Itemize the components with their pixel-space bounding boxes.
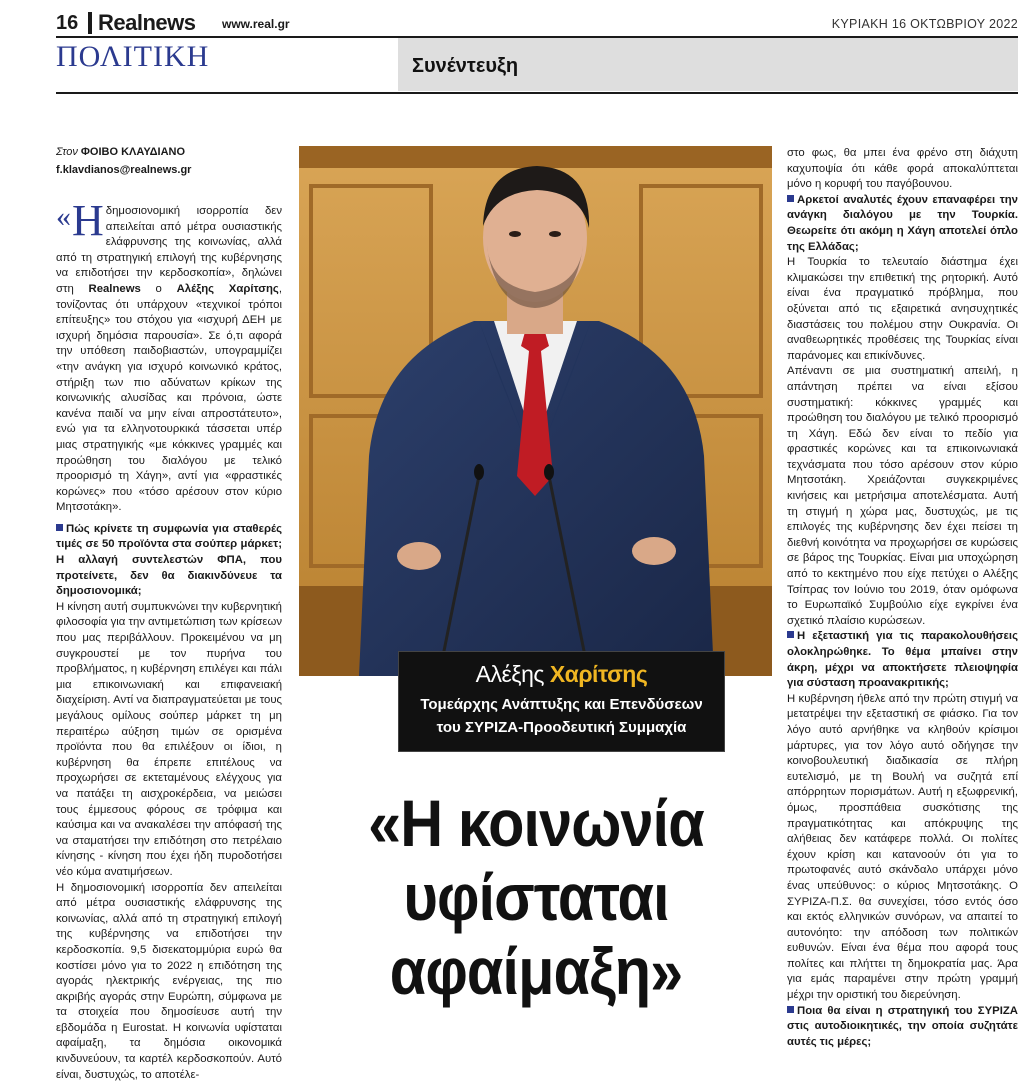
headline-line-1: «Η κοινωνία [368,786,704,860]
portrait-photo [299,146,772,676]
article-column-left [56,196,282,1083]
question-2-text: Αρκετοί αναλυτές έχουν επαναφέρει την ανάγκη διαλόγου με την Τουρκία. Θεωρείτε ότι ακόμη η Χάγη αποτελεί όπλο της Ελλάδας; [787,193,1018,253]
author-email: f.klavdianos@realnews.gr [56,164,192,176]
question-marker-icon [787,195,794,202]
question-4-text: Ποια θα είναι η στρατηγική του ΣΥΡΙΖΑ στις αυτοδιοικητικές, την οποία συζητάτε αυτές τις μέρες; [787,1004,1018,1048]
article-column-right [787,146,1018,1050]
question-marker-icon [787,1006,794,1013]
headline-line-2: υφίσταται [403,860,669,934]
answer-0: στο φως, θα μπει ένα φρένο στη διάχυτη καχυποψία ότι κάθε φορά αποκαλύπτεται μόνο η κορυφή του παγόβουνου. [787,147,1018,191]
answer-1b: Η δημοσιονομική ισορροπία δεν απειλείται από μέτρα ουσιαστικής ελάφρυνσης της κοινωνίας, αλλά από τη στρατηγική επιλογή της κυβέρνησης να επιδοτήσει την κερδοσκοπία. 9,5 δισεκατομμύρια ευρώ θα κοστίσει μόνο για το 2022 η επιδότηση της αγοράς ηλεκτρικής ενέργειας, της πιο ακριβής αγοράς στην Ευρώπη, σύμφωνα με τα στοιχεία που δημοσίευσε αυτή την εβδομάδα η Eurostat. Η κοινωνία υφίσταται αφαίμαξη, τα δημόσια οικονομικά κινδυνεύουν, τα καρτέλ κερδοσκοπούν. Αυτό είναι, δυστυχώς, το αποτέλε- [56,881,282,1081]
answer-2b: Απέναντι σε μια συστηματική απειλή, η απάντηση πρέπει να είναι εξίσου συστηματική: κόκκινες γραμμές και προώθηση του διαλόγου με τελικό προορισμό τη Χάγη. Εδώ δεν είναι το πεδίο για φραστικές κορώνες και τα επικοινωνιακά τεχνάσματα που τόσο αρέσουν στον κύριο Μητσοτάκη. Χρειάζονται συγκεκριμένες κινήσεις και μετρήσιμα αποτελέσματα. Αυτή τη στιγμή η χώρα μας, δυστυχώς, με τις επιλογές της κυβέρνησης δεν έχει πείσει τη διεθνή κοινότητα να προχωρήσει σε κυρώσεις σε βάρος της Τουρκίας. Είναι μια υποχώρηση από το κεκτημένο που είχε πετύχει ο Αλέξης Τσίπρας τον Ιούνιο του 2019, όταν ομόφωνα το Ευρωπαϊκό Συμβούλιο είχε εγκρίνει ένα σχετικό πλαίσιο κυρώσεων. [787,365,1018,627]
question-2 [787,193,1018,255]
answer-3: Η κυβέρνηση ήθελε από την πρώτη στιγμή να μετατρέψει την εξεταστική σε φιάσκο. Για τον λόγο αυτό αρνήθηκε να κληθούν κρίσιμοι μάρτυρες, για τον λόγο αυτό οδήγησε την κοινοβουλευτική διαδικασία σε πλήρη ευτελισμό, με τη Βουλή να συζητά επί απόρρητων πορισμάτων. Αυτή η εξωφρενική, όμως, προσπάθεια συσκότισης της πραγματικότητας και απόκρυψης της αλήθειας δεν κατάφερε πολλά. Οι πολίτες έχουν κρίση και κατανοούν ότι για το πρωτοφανές αυτό σκάνδαλο υπάρχει μόνο ένας υπεύθυνος: ο κύριος Μητσοτάκης. Ο ΣΥΡΙΖΑ-Π.Σ. θα συνεχίσει, τόσο εντός όσο και εκτός ελληνικών συνόρων, να απαιτεί το αυτονόητο: την απόδοση των πολιτικών ευθυνών. Είναι ένα θέμα που αφορά τους πολίτες και πλήττει τη δημοκρατία μας. Άρα για εμάς παραμένει στην πρώτη γραμμή μέχρι την οριστική του διερεύνηση. [787,692,1018,1002]
intro-text-2: ο [140,282,177,295]
caption-title-1: Τομεάρχης Ανάπτυξης και Επενδύσεων [420,696,703,713]
answer-2: Η Τουρκία το τελευταίο διάστημα έχει κλιμακώσει την επιθετική της ρητορική. Αυτό είναι ένα πραγματικό πρόβλημα, που οξύνεται από τις εξαιρετικά ανησυχητικές διαστάσεις του πολέμου στην Ουκρανία. Οι αναθεωρητικές προθέσεις της Τουρκίας είναι παράνομες και επικίνδυνες. [787,256,1018,362]
caption-name [399,661,724,687]
byline-prefix: Στον [56,146,78,158]
caption-last-name: Χαρίτσης [549,661,648,687]
byline [56,146,185,158]
photo-caption [398,651,725,752]
question-1-text: Πώς κρίνετε τη συμφωνία για σταθερές τιμές σε 50 προϊόντα στα σούπερ μάρκετ; Η αλλαγή συντελεστών ΦΠΑ, που προτείνετε, δεν θα διακινδύνευε τα δημοσιονομικά; [56,522,282,598]
section-rule [56,92,1018,94]
page-number: 16 [56,12,79,34]
subsection-title: Συνέντευξη [412,55,519,77]
intro-name: Αλέξης Χαρίτσης [176,282,279,295]
question-4 [787,1004,1018,1051]
question-1 [56,522,282,600]
open-quote: « [56,200,71,233]
question-marker-icon [56,524,63,531]
section-title: ΠΟΛΙΤΙΚΗ [56,40,210,73]
brand-logo: Realnews [98,10,196,35]
intro-brand: Realnews [88,282,141,295]
byline-author: ΦΟΙΒΟ ΚΛΑΥΔΙΑΝΟ [80,146,186,158]
question-marker-icon [787,631,794,638]
article-intro [56,196,282,516]
answer-1: Η κίνηση αυτή συμπυκνώνει την κυβερνητική φιλοσοφία για την αντιμετώπιση των κρίσεων που μας περιβάλλουν. Προκειμένου να μη συγκρουστεί με τον πυρήνα του προβλήματος, η κυβέρνηση επιλέγει και πάλι μια επικοινωνιακή και επιφανειακή διαχείριση. Αντί να διαπραγματεύεται με τους μεγάλους ομίλους σούπερ μάρκετ τη μη περαιτέρω αύξηση τιμών σε ορισμένα προϊόντα που θα επιλέξουν οι ίδιοι, η κυβέρνηση θα έπρεπε επιτέλους να προχωρήσει σε εκτεταμένους ελέγχους για να πατάξει τη αισχροκέρδεια, να μειώσει τους έμμεσους φόρους σε τρόφιμα και καύσιμα και να ανακαλέσει την απόφασή της να σταματήσει την επιδότηση στο πετρέλαιο κίνησης - κίνηση που έχει ήδη πυροδοτήσει νέο κύμα ανατιμήσεων. [56,600,282,878]
drop-cap: Η [72,196,104,245]
header-separator [88,12,92,34]
brand-url: www.real.gr [222,17,290,31]
intro-text: δημοσιονομική ισορροπία δεν απειλείται από μέτρα ουσιαστικής ελάφρυνσης της κοινωνίας, αλλά από τη στρατηγική επιλογή της κυβέρνησης να επιδοτήσει την κερδοσκοπία», δηλώνει στη [56,205,282,295]
portrait-illustration [299,146,772,676]
caption-first-name: Αλέξης [475,661,544,687]
caption-title-2: του ΣΥΡΙΖΑ-Προοδευτική Συμμαχία [436,719,687,736]
intro-text-3: , τονίζοντας ότι υπάρχουν «τεχνικοί τρόποι επίτευξης» του στόχου για «ισχυρή ΔΕΗ με ισχυρή δημόσια παρουσία». Σε ό,τι αφορά την υπόθεση παιδοβιαστών, υπογραμμίζει «την ανάγκη για ισχυρό κοινωνικό κράτος, στήριξη των πιο αδύνατων κρίκων της κοινωνικής αλυσίδας και πρόνοια, ώστε κανένα παιδί να μην είναι απροστάτευτο», ενώ για τα ελληνοτουρκικά τάσσεται υπέρ μιας στρατηγικής «με κόκκινες γραμμές και προώθηση του διαλόγου με τελικό προορισμό τη Χάγη», αντί για «φραστικές κορώνες» που «τόσο αρέσουν στον κύριο Μητσοτάκη». [56,282,282,514]
question-3-text: Η εξεταστική για τις παρακολουθήσεις ολοκληρώθηκε. Το θέμα μπαίνει στην άκρη, μέχρι να αποκτήσετε πλειοψηφία για σύσταση προανακριτικής; [787,630,1018,690]
headline-line-3: αφαίμαξη» [389,934,683,1008]
issue-date: ΚΥΡΙΑΚΗ 16 ΟΚΤΩΒΡΙΟΥ 2022 [831,17,1018,31]
question-3 [787,629,1018,691]
